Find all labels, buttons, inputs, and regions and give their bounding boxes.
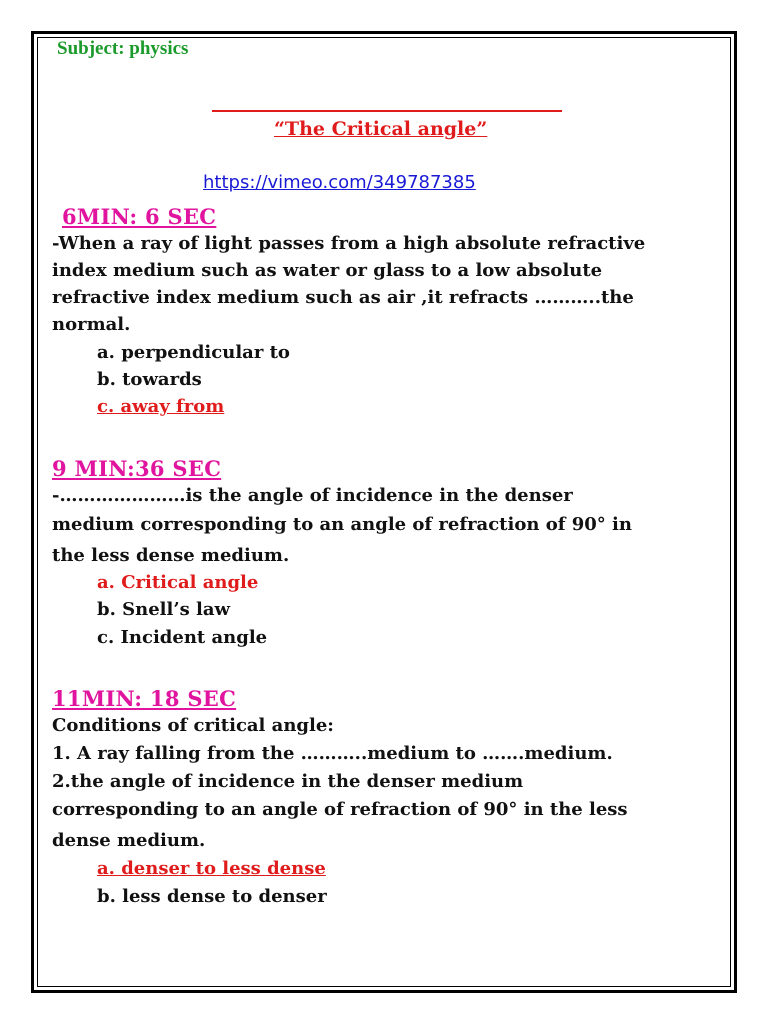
condition-2-cont: corresponding to an angle of refraction of 90° in the less (52, 799, 628, 820)
condition-2-cont: dense medium. (52, 830, 206, 851)
option-a-answer: a. denser to less dense (97, 858, 326, 879)
timestamp-section-3: 11MIN: 18 SEC (52, 686, 237, 711)
option-b: b. towards (97, 369, 202, 390)
option-c-answer: c. away from (97, 396, 225, 417)
subject-label: Subject: physics (57, 38, 189, 59)
document-title: “The Critical angle” (274, 118, 488, 140)
question-line: medium corresponding to an angle of refraction of 90° in (52, 514, 632, 535)
question-line: refractive index medium such as air ,it refracts ………..the (52, 287, 634, 308)
question-line: normal. (52, 314, 131, 335)
question-line: index medium such as water or glass to a low absolute (52, 260, 603, 281)
conditions-heading: Conditions of critical angle: (52, 715, 334, 736)
option-b: b. less dense to denser (97, 886, 327, 907)
question-line: -When a ray of light passes from a high absolute refractive (52, 233, 646, 254)
timestamp-section-2: 9 MIN:36 SEC (52, 456, 222, 481)
option-c: c. Incident angle (97, 627, 268, 648)
option-b: b. Snell’s law (97, 599, 230, 620)
condition-1: 1. A ray falling from the ………..medium to …….medium. (52, 743, 613, 764)
title-rule (212, 110, 562, 112)
option-a-answer: a. Critical angle (97, 572, 259, 593)
question-line: the less dense medium. (52, 545, 290, 566)
timestamp-section-1: 6MIN: 6 SEC (62, 204, 217, 229)
video-link[interactable]: https://vimeo.com/349787385 (203, 172, 476, 193)
option-a: a. perpendicular to (97, 342, 290, 363)
question-line: -…………………is the angle of incidence in the denser (52, 485, 573, 506)
condition-2: 2.the angle of incidence in the denser medium (52, 771, 524, 792)
